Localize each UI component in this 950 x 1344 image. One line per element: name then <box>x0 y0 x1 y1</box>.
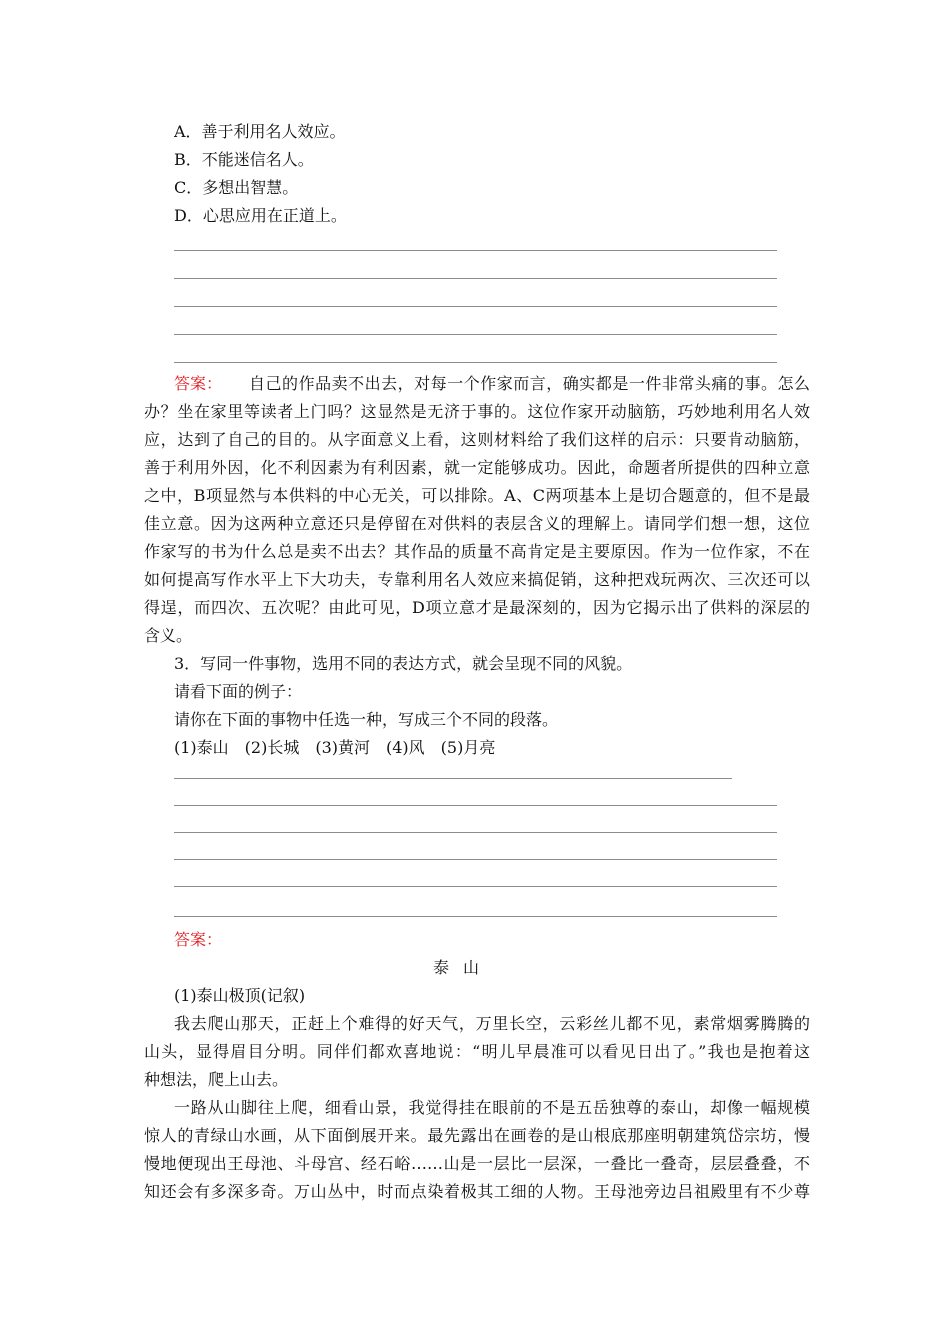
essay-paragraph-line: 知还会有多深多奇。万山丛中，时而点染着极其工细的人物。王母池旁边吕祖殿里有不少尊 <box>144 1182 810 1201</box>
answer-text-line: 应，达到了自己的目的。从字面意义上看，这则材料给了我们这样的启示：只要肯动脑筋， <box>144 430 810 449</box>
answer-text-line: 办？坐在家里等读者上门吗？这显然是无济于事的。这位作家开动脑筋，巧妙地利用名人效 <box>144 402 810 421</box>
answer-label: 答案： <box>174 930 223 949</box>
question-3-choices: (1)泰山 (2)长城 (3)黄河 (4)风 (5)月亮 <box>174 738 496 757</box>
essay-paragraph-line: 我去爬山那天，正赶上个难得的好天气，万里长空，云彩丝儿都不见，素常烟雾腾腾的 <box>174 1014 810 1033</box>
answer-text-line: 得逞，而四次、五次呢？由此可见，D项立意才是最深刻的，因为它揭示出了供料的深层的 <box>144 598 810 617</box>
answer-line <box>174 250 777 251</box>
answer-line <box>174 278 777 279</box>
essay-paragraph-line: 惊人的青绿山水画，从下面倒展开来。最先露出在画卷的是山根底那座明朝建筑岱宗坊，慢 <box>144 1126 810 1145</box>
option-d: D．心思应用在正道上。 <box>174 206 347 225</box>
option-c: C．多想出智慧。 <box>174 178 299 197</box>
question-3-line: 请你在下面的事物中任选一种，写成三个不同的段落。 <box>174 710 559 729</box>
essay-paragraph-line: 慢地便现出王母池、斗母宫、经石峪……山是一层比一层深，一叠比一叠奇，层层叠叠，不 <box>144 1154 810 1173</box>
answer-text-line: 作家写的书为什么总是卖不出去？其作品的质量不高肯定是主要原因。作为一位作家，不在 <box>144 542 810 561</box>
essay-title: 泰山 <box>432 958 493 977</box>
option-b: B．不能迷信名人。 <box>174 150 314 169</box>
essay-subtitle: (1)泰山极顶(记叙) <box>174 986 306 1005</box>
answer-line <box>174 362 777 363</box>
answer-line <box>174 916 777 917</box>
answer-line <box>174 832 777 833</box>
answer-line <box>174 778 732 779</box>
answer-line <box>174 334 777 335</box>
answer-text-line: 善于利用外因，化不利因素为有利因素，就一定能够成功。因此，命题者所提供的四种立意 <box>144 458 810 477</box>
answer-text-line: 自己的作品卖不出去，对每一个作家而言，确实都是一件非常头痛的事。怎么 <box>216 374 810 393</box>
answer-text-line: 含义。 <box>144 626 193 645</box>
question-3-line: 请看下面的例子： <box>174 682 303 701</box>
question-3-title: 3．写同一件事物，选用不同的表达方式，就会呈现不同的风貌。 <box>174 654 633 673</box>
answer-text-line: 之中，B项显然与本供料的中心无关，可以排除。A、C两项基本上是切合题意的，但不是最 <box>144 486 810 505</box>
answer-line <box>174 805 777 806</box>
essay-paragraph-line: 一路从山脚往上爬，细看山景，我觉得挂在眼前的不是五岳独尊的泰山，却像一幅规模 <box>174 1098 810 1117</box>
answer-line <box>174 306 777 307</box>
answer-line <box>174 886 777 887</box>
answer-label: 答案： <box>174 374 223 393</box>
answer-text-line: 佳立意。因为这两种立意还只是停留在对供料的表层含义的理解上。请同学们想一想，这位 <box>144 514 810 533</box>
answer-line <box>174 859 777 860</box>
essay-paragraph-line: 种想法，爬上山去。 <box>144 1070 289 1089</box>
essay-paragraph-line: 山头，显得眉目分明。同伴们都欢喜地说：“明儿早晨准可以看见日出了。”我也是抱着这 <box>144 1042 810 1061</box>
answer-text-line: 如何提高写作水平上下大功夫，专靠利用名人效应来搞促销，这种把戏玩两次、三次还可以 <box>144 570 810 589</box>
option-a: A．善于利用名人效应。 <box>174 122 346 141</box>
